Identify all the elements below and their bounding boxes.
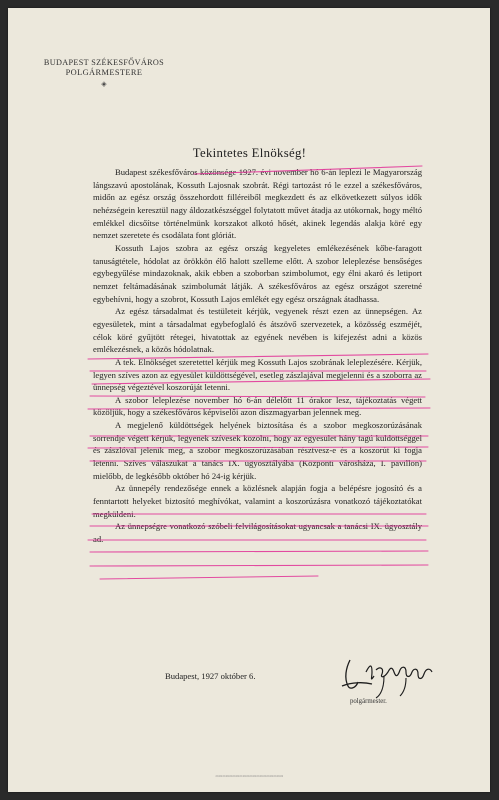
printer-imprint: ▭▭▭▭▭▭▭▭▭▭▭▭▭▭▭▭▭▭▭▭ [215, 774, 284, 778]
paragraph: Budapest székesfőváros közönsége 1927. évi november hó 6-án leplezi le Magyarország lángszavú apostolának, Kossuth Lajosnak szobrát. Régi tartozást ró le ezzel a székesfőváros, midőn az egész ország összehordott filléreiből megkezdett és az elkövetkezett súlyos idők nehézségein keresztül nagy áldozatkészséggel folytatott művet átadja az utókornak, hogy méltó emlékkel dicsőítse történelmünk korszakot alkotó hősét, akinek legendás alakja köré egy nemzet szeretete és csodálata font glóriát. [93, 167, 422, 241]
highlighter-line [92, 379, 430, 384]
paragraph: A szobor leleplezése november hó 6-án délelőtt 11 órakor lesz, tájékoztatás végett közöljük, hogy a székesfőváros képviselői azon díszmagyarban jelennek meg. [93, 394, 422, 418]
paragraph: Az ünnepségre vonatkozó szóbeli felvilágosításokat ugyancsak a tanácsi IX. ügyosztály ad. [93, 521, 422, 545]
paragraph: A megjelenő küldöttségek helyének biztosítása és a szobor megkoszorúzásának sorrendje végett kérjük, legyenek szívesek közölni, hogy az egyesület hány tagú küldöttséggel és zászlóval jelenik meg, a szobor megkoszorúzásában résztvesz-e és a koszorút ki fogja letenni. Szíves válaszukat a tanács IX. ügyosztályába (Központi városháza, I. pavillon) mielőbb, de legkésőbb október hó 24-ig kérjük. [93, 420, 422, 481]
paragraph: A tek. Elnökséget szeretettel kérjük meg Kossuth Lajos szobrának leleplezésére. Kérjük, legyen szíves azon az egyesület küldöttségével, esetleg zászlajával megjelenni és a szoborra az ünnepség végeztével koszorúját letenni. [93, 356, 422, 393]
paragraph: Az ünnepély rendezősége ennek a közlésnek alapján fogja a belépésre jogosító és a fenntartott helyeket biztosító meghívókat, valamint a koszorúzásra vonatkozó tájékoztatókat megküldeni. [93, 483, 422, 519]
highlighter-line [88, 408, 430, 409]
highlighter-line [90, 565, 428, 566]
highlighter-line [88, 354, 428, 359]
highlighter-line [100, 576, 318, 579]
signer-role: polgármester. [350, 698, 387, 705]
letterhead-office: POLGÁRMESTERE [65, 68, 143, 77]
letterhead-city: BUDAPEST SZÉKESFŐVÁROS [43, 58, 165, 67]
highlighter-line [90, 396, 425, 397]
letterhead-ornament-icon: ◈ [101, 80, 107, 88]
salutation: Tekintetes Elnökség! [192, 146, 307, 160]
highlighter-line [194, 166, 422, 174]
paragraph: Kossuth Lajos szobra az egész ország kegyeletes emlékezésének kőbe-faragott tanuságtétele, hódolat az örökkön élő halott szelleme előtt. A szobor leleplezése bensőséges egybegyűlése mindazoknak, akik ebben a szoborban szimbolumot, egy élni akaró és letiport nemzet feltámadásának szimbolumát látják. A székesfőváros az egész országot szeretné egybehívni, hogy a szobrot, Kossuth Lajos emlékét egy egész országnak átadhassa. [93, 242, 422, 304]
highlighter-line [88, 447, 428, 448]
paragraph: Az egész társadalmat és testületeit kérjük, vegyenek részt ezen az ünnepségen. Az egyesületek, mint a társadalmat egybefoglaló és átszövő szervezetek, a közösség eszméjét, célok köré gyűjtött rétegei, hivatottak az egyének nevében is kifejezést adni a közös emlékezésnek, a közös hódolatnak. [93, 306, 422, 355]
highlighter-line [90, 551, 428, 552]
date-line: Budapest, 1927 október 6. [165, 671, 256, 681]
